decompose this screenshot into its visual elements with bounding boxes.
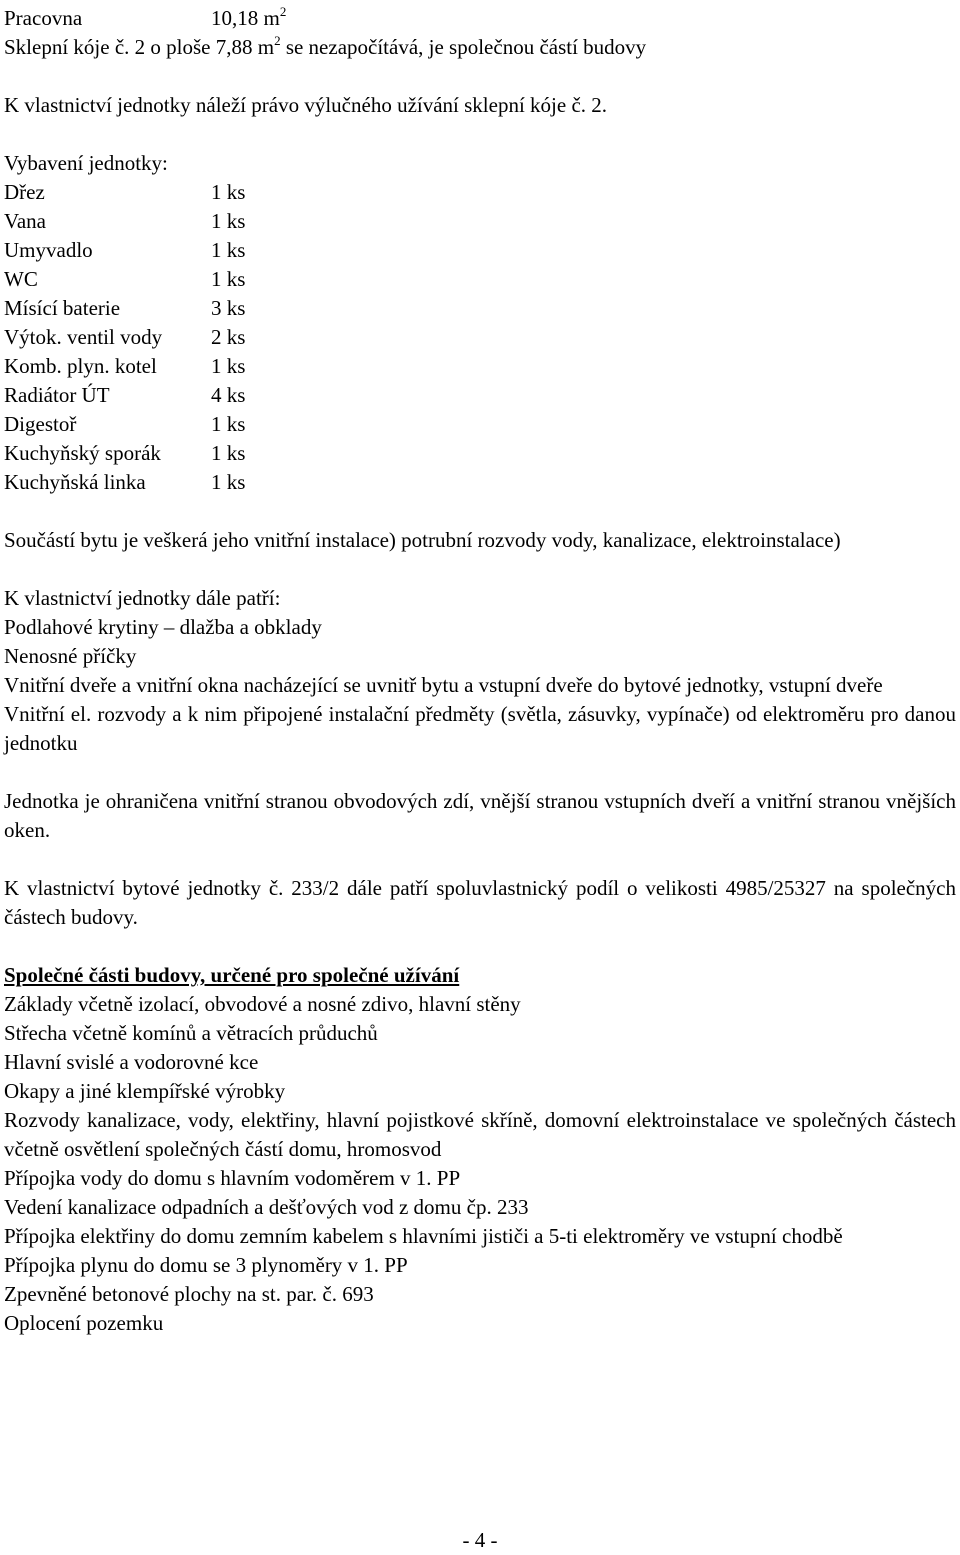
equipment-name: Komb. plyn. kotel: [4, 354, 157, 378]
common-part-item: Hlavní svislé a vodorovné kce: [4, 1050, 259, 1074]
equipment-name: Digestoř: [4, 412, 77, 436]
equipment-qty: 1 ks: [211, 354, 246, 378]
room-area-line: [4, 4, 956, 33]
cellar-area-line: [4, 33, 956, 62]
equipment-heading: Vybavení jednotky:: [4, 151, 168, 175]
page-number: - 4 -: [462, 1528, 498, 1552]
equipment-qty: 2 ks: [211, 325, 246, 349]
cellar-unit-exponent: 2: [274, 33, 281, 48]
equipment-qty: 1 ks: [211, 238, 246, 262]
ownership-share-paragraph: K vlastnictví bytové jednotky č. 233/2 dále patří spoluvlastnický podíl o velikosti 4985/25327 na společných částech budovy.: [4, 876, 956, 929]
equipment-name: Dřez: [4, 180, 45, 204]
common-part-item: Přípojka vody do domu s hlavním vodoměrem v 1. PP: [4, 1166, 461, 1190]
belongs-item: Vnitřní el. rozvody a k nim připojené instalační předměty (světla, zásuvky, vypínače) od elektroměru pro danou jednotku: [4, 702, 956, 755]
equipment-name: Kuchyňská linka: [4, 470, 146, 494]
equipment-name: Kuchyňský sporák: [4, 441, 161, 465]
equipment-row: [4, 352, 956, 381]
equipment-name: Vana: [4, 209, 46, 233]
room-label: Pracovna: [4, 6, 83, 30]
cellar-text-after: se nezapočítává, je společnou částí budovy: [280, 35, 647, 59]
equipment-row: [4, 236, 956, 265]
document-page: [4, 4, 956, 1338]
room-area-value: 10,18 m: [211, 6, 280, 30]
boundary-paragraph: Jednotka je ohraničena vnitřní stranou obvodových zdí, vnější stranou vstupních dveří a vnitřní stranou vnějších oken.: [4, 789, 956, 842]
belongs-item: Vnitřní dveře a vnitřní okna nacházející se uvnitř bytu a vstupní dveře do bytové jednotky, vstupní dveře: [4, 673, 883, 697]
equipment-list: [4, 178, 956, 497]
installations-paragraph: Součástí bytu je veškerá jeho vnitřní instalace) potrubní rozvody vody, kanalizace, elektroinstalace): [4, 528, 841, 552]
equipment-name: Mísící baterie: [4, 296, 121, 320]
equipment-qty: 1 ks: [211, 267, 246, 291]
belongs-heading: K vlastnictví jednotky dále patří:: [4, 586, 281, 610]
equipment-row: [4, 323, 956, 352]
exclusive-use-note: K vlastnictví jednotky náleží právo výlučného užívání sklepní kóje č. 2.: [4, 93, 608, 117]
equipment-row: [4, 468, 956, 497]
room-area-unit-exponent: 2: [279, 4, 287, 19]
common-parts-heading: Společné části budovy, určené pro společné užívání: [4, 963, 460, 987]
equipment-row: [4, 207, 956, 236]
equipment-qty: 1 ks: [211, 209, 246, 233]
common-part-item: Oplocení pozemku: [4, 1311, 164, 1335]
common-part-item: Přípojka plynu do domu se 3 plynoměry v 1. PP: [4, 1253, 408, 1277]
equipment-qty: 1 ks: [211, 470, 246, 494]
common-part-item: Přípojka elektřiny do domu zemním kabelem s hlavními jističi a 5-ti elektroměry ve vstupní chodbě: [4, 1224, 843, 1248]
common-part-item: Střecha včetně komínů a větracích průduchů: [4, 1021, 378, 1045]
equipment-row: [4, 439, 956, 468]
common-part-item: Rozvody kanalizace, vody, elektřiny, hlavní pojistkové skříně, domovní elektroinstalace ve společných částech včetně osvětlení společných částí domu, hromosvod: [4, 1108, 956, 1161]
equipment-qty: 1 ks: [211, 441, 246, 465]
equipment-name: Umyvadlo: [4, 238, 93, 262]
common-part-item: Vedení kanalizace odpadních a dešťových vod z domu čp. 233: [4, 1195, 529, 1219]
cellar-text-before: Sklepní kóje č. 2 o ploše 7,88 m: [4, 35, 275, 59]
common-part-item: Okapy a jiné klempířské výrobky: [4, 1079, 286, 1103]
belongs-item: Nenosné příčky: [4, 644, 137, 668]
common-part-item: Zpevněné betonové plochy na st. par. č. 693: [4, 1282, 374, 1306]
equipment-name: Radiátor ÚT: [4, 383, 110, 407]
equipment-name: WC: [4, 267, 38, 291]
equipment-qty: 1 ks: [211, 180, 246, 204]
equipment-name: Výtok. ventil vody: [4, 325, 163, 349]
equipment-qty: 1 ks: [211, 412, 246, 436]
equipment-row: [4, 178, 956, 207]
equipment-row: [4, 265, 956, 294]
equipment-row: [4, 381, 956, 410]
belongs-item: Podlahové krytiny – dlažba a obklady: [4, 615, 322, 639]
equipment-row: [4, 410, 956, 439]
equipment-qty: 3 ks: [211, 296, 246, 320]
equipment-row: [4, 294, 956, 323]
common-part-item: Základy včetně izolací, obvodové a nosné zdivo, hlavní stěny: [4, 992, 521, 1016]
equipment-qty: 4 ks: [211, 383, 246, 407]
